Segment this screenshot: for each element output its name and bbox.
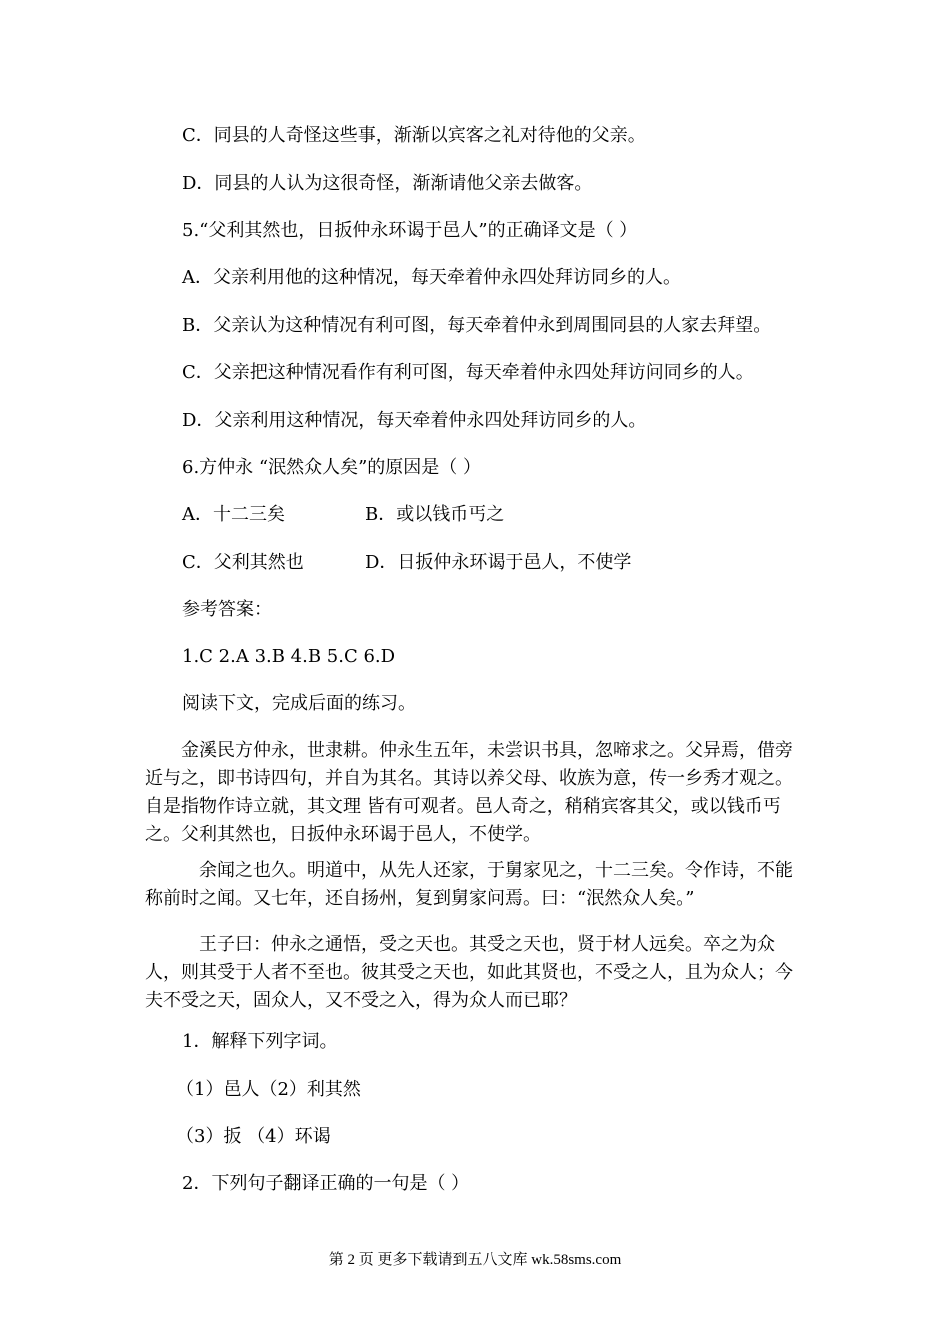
reading-instruction: 阅读下文，完成后面的练习。 xyxy=(182,693,416,714)
exercise-q1-items-row2: （3）扳 （4）环谒 xyxy=(176,1126,331,1147)
q6-stem: 6.方仲永 “泯然众人矣”的原因是（ ） xyxy=(182,457,482,478)
passage-paragraph-2: 余闻之也久。明道中，从先人还家，于舅家见之，十二三矣。令作诗，不能称前时之闻。又七年，还自扬州，复到舅家问焉。曰：“泯然众人矣。” xyxy=(145,860,793,909)
exercise-q2: 2．下列句子翻译正确的一句是（ ） xyxy=(182,1173,470,1194)
page-footer: 第 2 页 更多下载请到五八文库 wk.58sms.com xyxy=(328,1252,622,1268)
q5-option-d: D．父亲利用这种情况，每天牵着仲永四处拜访同乡的人。 xyxy=(182,410,647,431)
q6-option-d: D．日扳仲永环谒于邑人，不使学 xyxy=(365,552,632,573)
exercise-q1: 1．解释下列字词。 xyxy=(182,1031,338,1052)
q5-option-c: C．父亲把这种情况看作有利可图，每天牵着仲永四处拜访问同乡的人。 xyxy=(182,362,754,383)
answers-heading: 参考答案： xyxy=(182,599,272,620)
answers-list: 1.C 2.A 3.B 4.B 5.C 6.D xyxy=(182,646,396,667)
q6-option-c: C．父利其然也 xyxy=(182,552,304,573)
q5-option-a: A．父亲利用他的这种情况，每天牵着仲永四处拜访同乡的人。 xyxy=(182,267,681,288)
passage-paragraph-1: 金溪民方仲永，世隶耕。仲永生五年，未尝识书具，忽啼求之。父异焉，借旁近与之，即书诗四句，并自为其名。其诗以养父母、收族为意，传一乡秀才观之。自是指物作诗立就，其文理 皆有可观者。邑人奇之，稍稍宾客其父，或以钱币丐之。父利其然也，日扳仲永环谒于邑人，不使学。 xyxy=(145,740,793,845)
exercise-q1-items-row1: （1）邑人（2）利其然 xyxy=(176,1079,361,1100)
q5-option-b: B．父亲认为这种情况有利可图，每天牵着仲永到周围同县的人家去拜望。 xyxy=(182,315,772,336)
q6-option-b: B．或以钱币丐之 xyxy=(365,504,505,525)
q6-option-a: A．十二三矣 xyxy=(182,504,285,525)
q4-option-d: D．同县的人认为这很奇怪，渐渐请他父亲去做客。 xyxy=(182,173,593,194)
q5-stem: 5.“父利其然也，日扳仲永环谒于邑人”的正确译文是（ ） xyxy=(182,220,638,241)
passage-paragraph-3: 王子曰：仲永之通悟，受之天也。其受之天也，贤于材人远矣。卒之为众人，则其受于人者不至也。彼其受之天也，如此其贤也，不受之人，且为众人；今夫不受之天，固众人，又不受之入，得为众人而已耶？ xyxy=(145,934,793,1011)
q4-option-c: C．同县的人奇怪这些事，渐渐以宾客之礼对待他的父亲。 xyxy=(182,125,646,146)
